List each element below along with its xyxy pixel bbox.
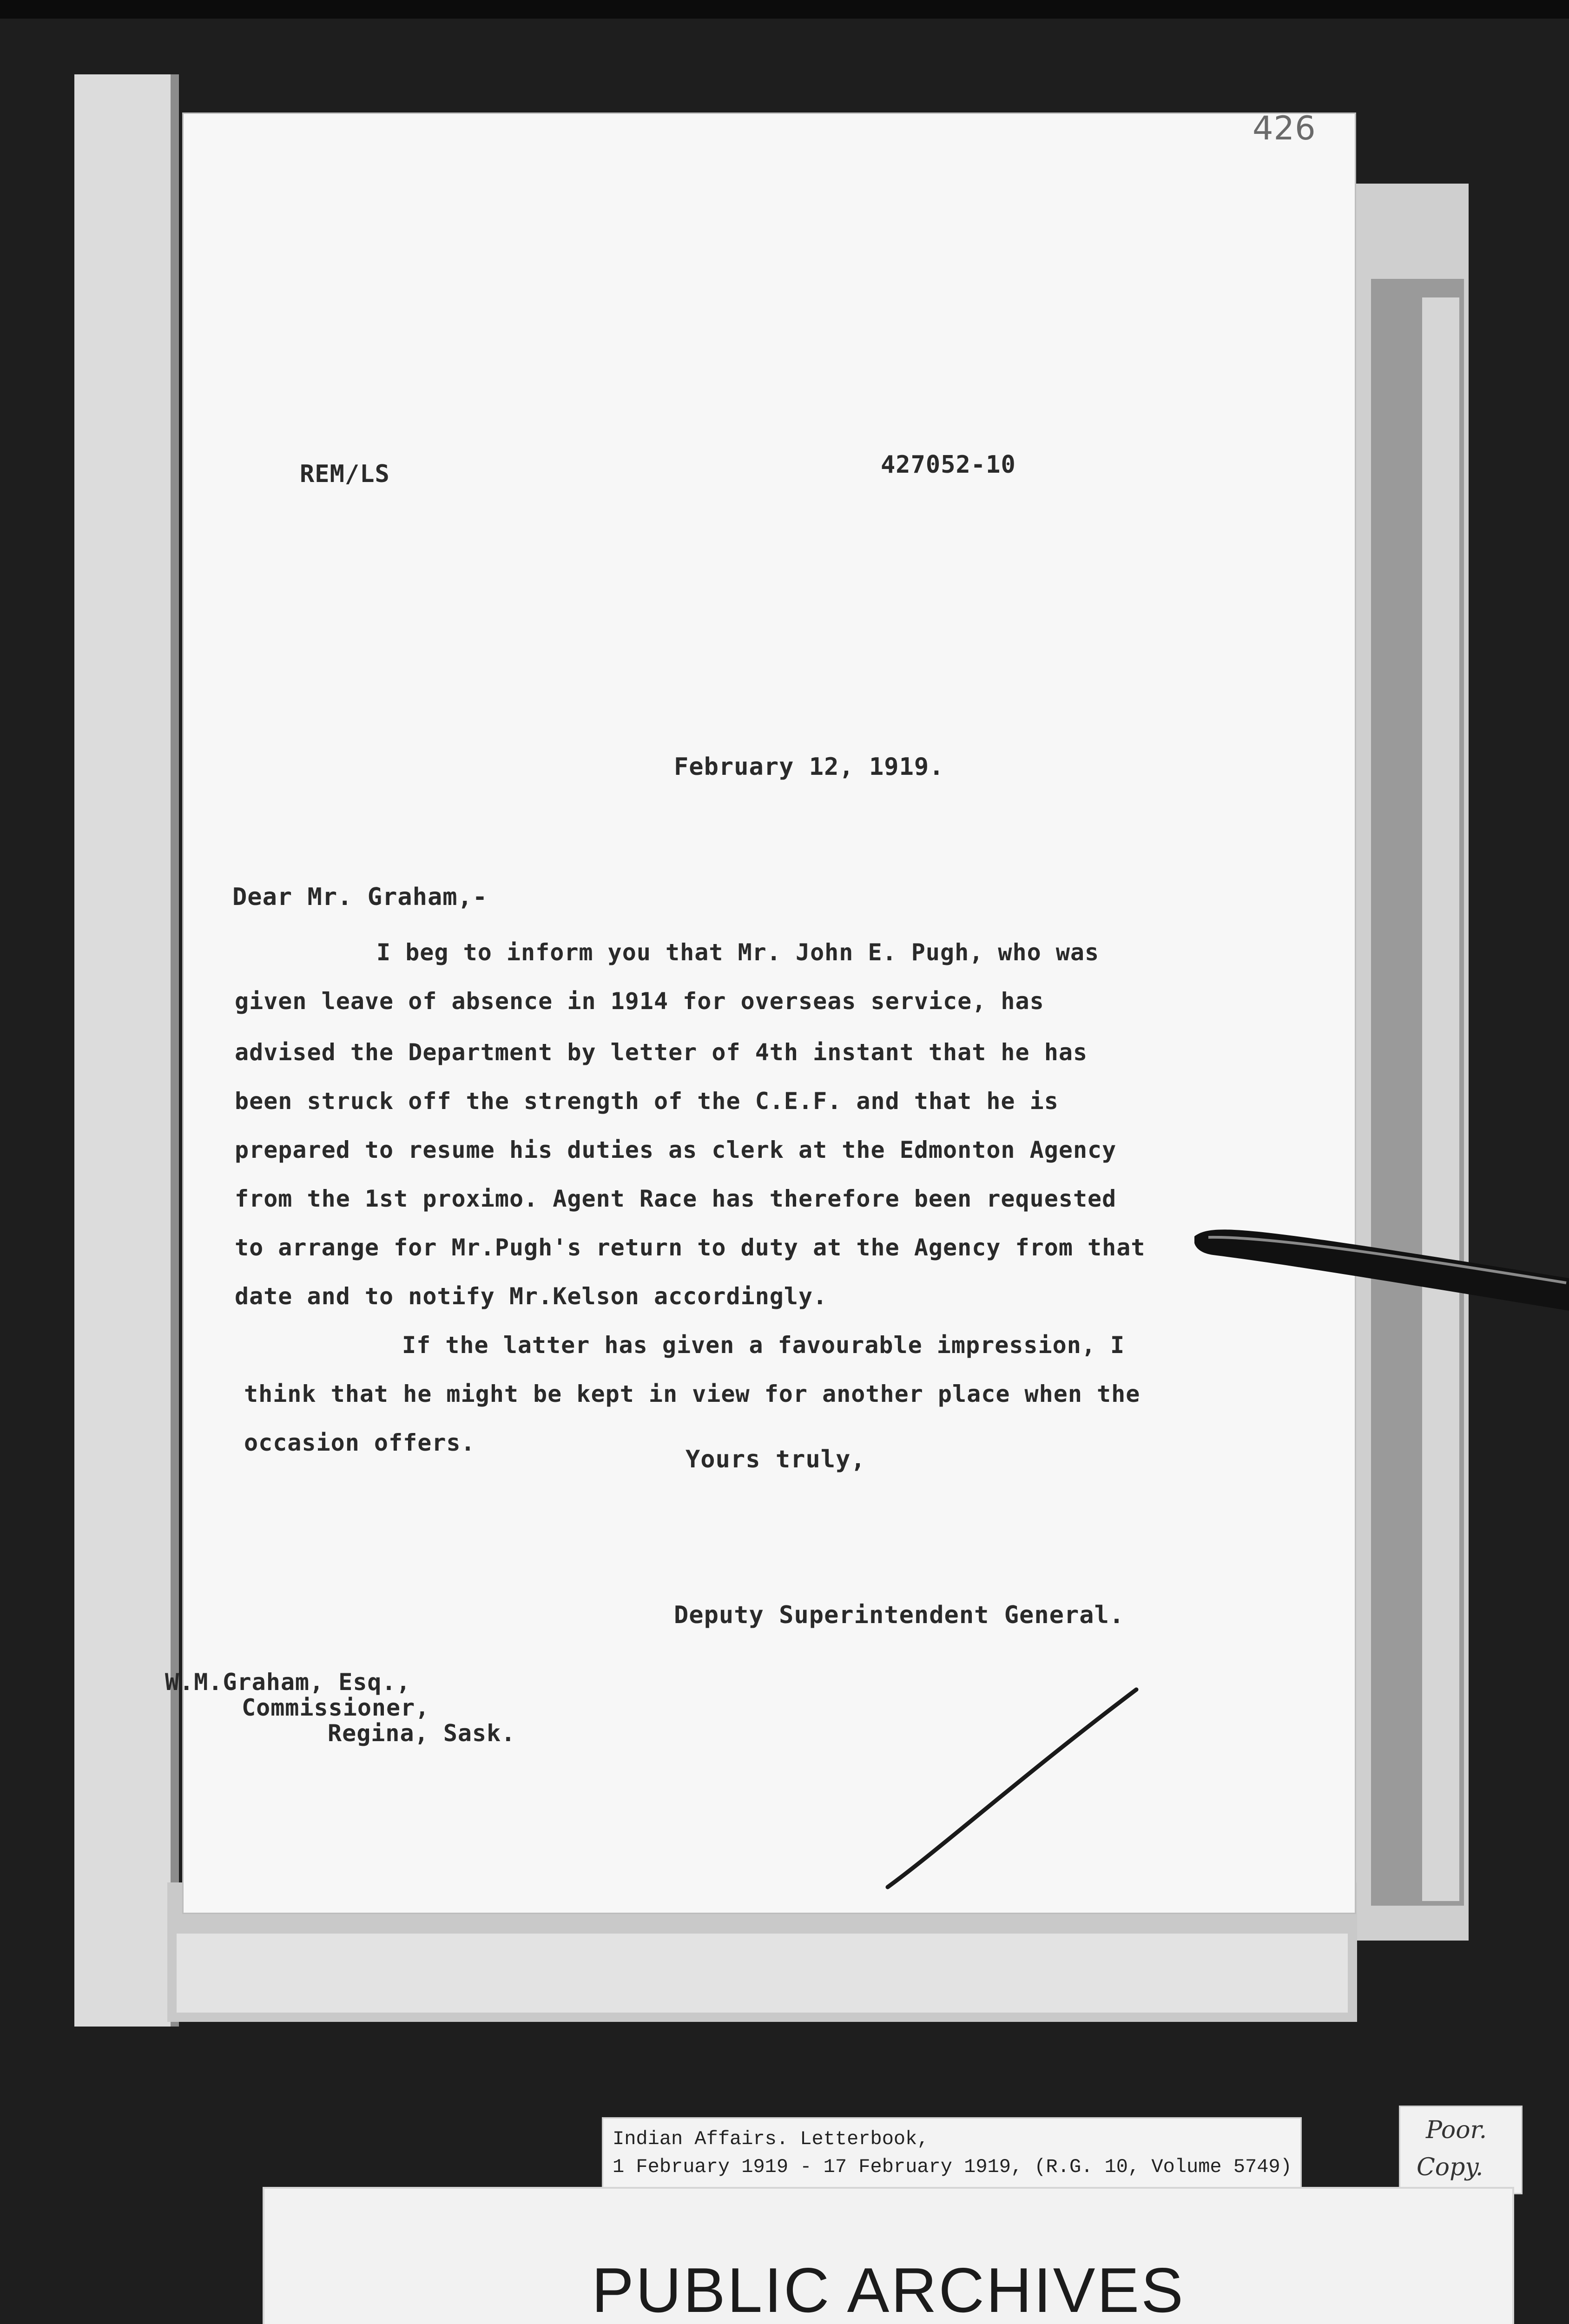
body-line: think that he might be kept in view for another place when the (244, 1380, 1140, 1407)
body-line: date and to notify Mr.Kelson accordingly. (235, 1283, 828, 1310)
page-number: 426 (1253, 109, 1316, 147)
closing: Yours truly, (686, 1446, 866, 1473)
quality-note (1399, 2106, 1523, 2194)
archives-title-english: PUBLIC ARCHIVES (592, 2255, 1185, 2324)
quality-note-line-2: Copy. (1417, 2153, 1483, 2181)
body-line: If the latter has given a favourable impression, I (402, 1332, 1125, 1359)
background-sheet-bottom-edge (177, 1934, 1348, 2013)
signature-stroke (883, 1683, 1143, 1896)
background-sheet-right-edge (1422, 297, 1459, 1901)
body-line: prepared to resume his duties as clerk at the Edmonton Agency (235, 1136, 1117, 1163)
body-line: to arrange for Mr.Pugh's return to duty at the Agency from that (235, 1234, 1146, 1261)
film-border-top (0, 0, 1569, 19)
caption-line-1: Indian Affairs. Letterbook, (613, 2128, 929, 2150)
signature-title: Deputy Superintendent General. (674, 1601, 1125, 1629)
body-line: from the 1st proximo. Agent Race has therefore been requested (235, 1185, 1117, 1212)
recipient-line: W.M.Graham, Esq., (165, 1669, 411, 1696)
letter-date: February 12, 1919. (674, 753, 944, 781)
body-line: been struck off the strength of the C.E.F. and that he is (235, 1088, 1059, 1115)
background-sheet-left (74, 74, 179, 2027)
body-line: given leave of absence in 1914 for overseas service, has (235, 988, 1044, 1015)
pen-object (1194, 1208, 1569, 1329)
archives-card (263, 2187, 1514, 2324)
quality-note-line-1: Poor. (1426, 2116, 1487, 2144)
recipient-line: Commissioner, (242, 1694, 430, 1721)
body-line: advised the Department by letter of 4th instant that he has (235, 1039, 1088, 1066)
body-line: occasion offers. (244, 1429, 475, 1456)
recipient-line: Regina, Sask. (328, 1720, 516, 1747)
reference-initials: REM/LS (300, 460, 390, 488)
letter-page (165, 109, 1355, 1913)
file-number: 427052-10 (881, 451, 1016, 479)
caption-label (602, 2117, 1302, 2190)
caption-line-2: 1 February 1919 - 17 February 1919, (R.G. 10, Volume 5749) (613, 2156, 1292, 2178)
body-line: I beg to inform you that Mr. John E. Pugh, who was (376, 939, 1100, 966)
salutation: Dear Mr. Graham,- (232, 883, 488, 911)
